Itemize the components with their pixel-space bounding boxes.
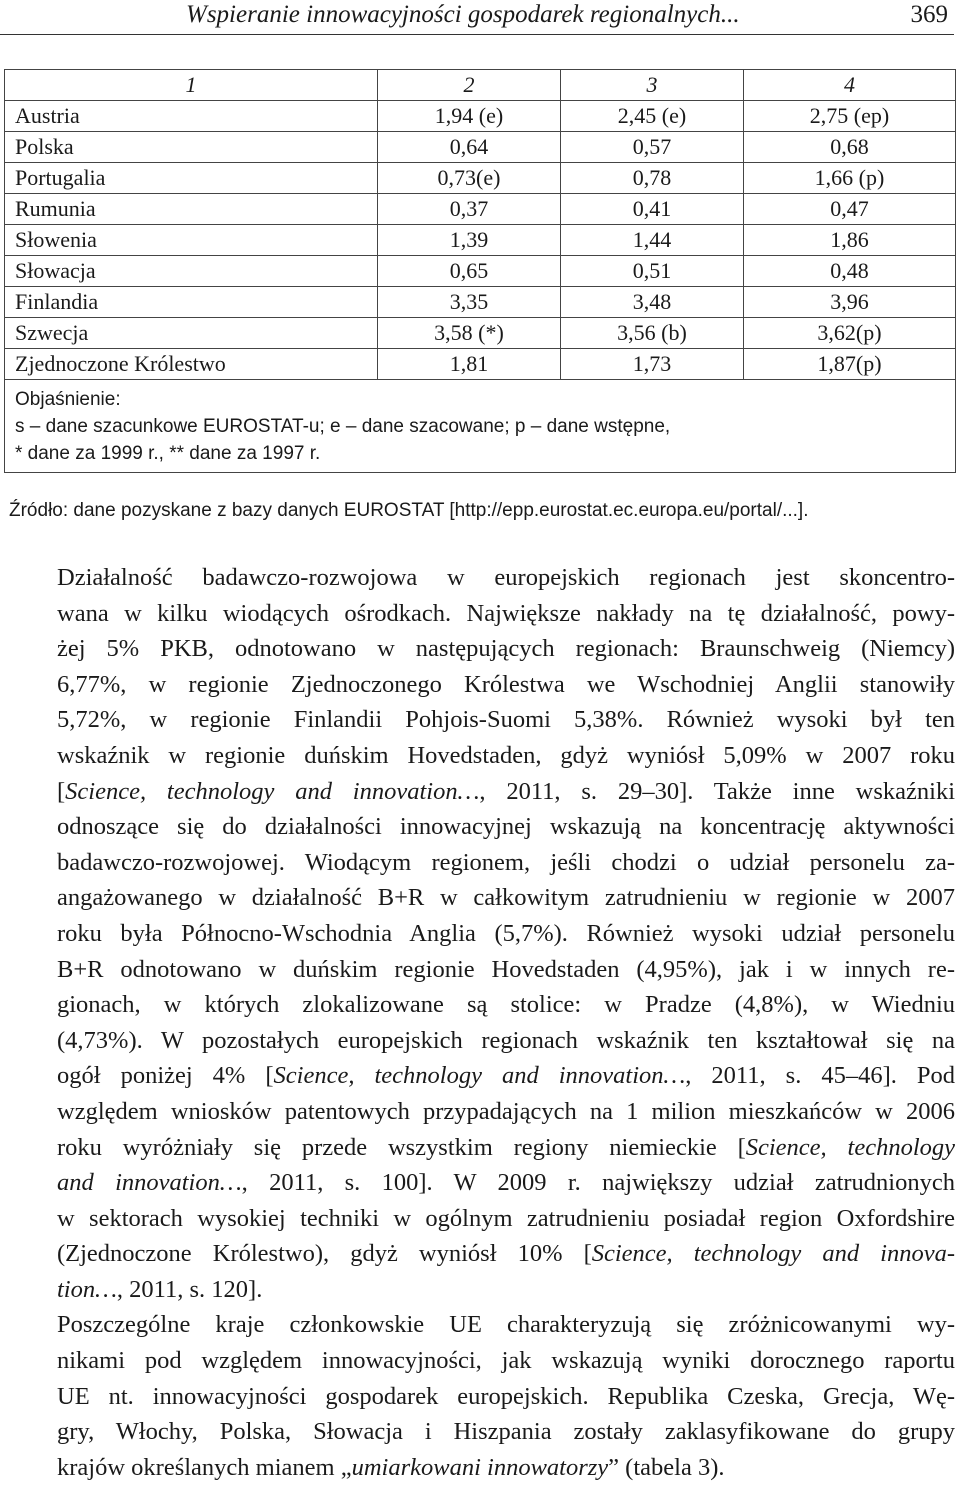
table-row: [5, 132, 956, 163]
value-cell: 3,35: [378, 287, 561, 318]
table-row: [5, 287, 956, 318]
text-line: 5,72%, w regionie Finlandii Pohjois-Suomi 5,38%. Również wysoki był ten: [57, 706, 955, 734]
text-line: gionach, w których zlokalizowane są stolice: w Pradze (4,8%), w Wiedniu: [57, 991, 955, 1019]
table-header-row: [5, 70, 956, 101]
table-row: [5, 349, 956, 380]
data-table: [4, 69, 956, 473]
country-cell: Rumunia: [5, 194, 378, 225]
text-line: w sektorach wysokiej techniki w ogólnym zatrudnieniu posiadał region Oxfordshire: [57, 1204, 955, 1232]
value-cell: 2,45 (e): [561, 101, 744, 132]
value-cell: 1,73: [561, 349, 744, 380]
note-line: Objaśnienie:: [15, 389, 121, 410]
table-row: [5, 163, 956, 194]
value-cell: 3,58 (*): [378, 318, 561, 349]
value-cell: 3,62(p): [744, 318, 956, 349]
table-row: [5, 225, 956, 256]
country-cell: Słowacja: [5, 256, 378, 287]
text-line: odnoszące się do działalności innowacyjnej wskazują na koncentrację aktywności: [57, 813, 955, 841]
value-cell: 1,44: [561, 225, 744, 256]
value-cell: 0,51: [561, 256, 744, 287]
table-notes-row: [5, 380, 956, 473]
value-cell: 1,94 (e): [378, 101, 561, 132]
text-line: (4,73%). W pozostałych europejskich regionach wskaźnik ten kształtował się na: [57, 1026, 955, 1054]
text-line: roku była Północno-Wschodnia Anglia (5,7%). Również wysoki udział personelu: [57, 919, 955, 947]
text-line: wana w kilku wiodących ośrodkach. Największe nakłady na tę działalność, powy-: [57, 599, 955, 627]
country-cell: Portugalia: [5, 163, 378, 194]
table-row: [5, 256, 956, 287]
page-number: 369: [910, 1, 948, 28]
text-line: badawczo-rozwojowej. Wiodącym regionem, jeśli chodzi o udział personelu za-: [57, 848, 955, 876]
column-number-cell: 2: [378, 70, 561, 101]
table-row: [5, 101, 956, 132]
citation-title: Science, technology: [745, 1133, 955, 1161]
value-cell: 1,87(p): [744, 349, 956, 380]
text-line: angażowanego w działalność B+R w całkowitym zatrudnieniu w regionie w 2007: [57, 884, 955, 912]
text-line: nikami pod względem innowacyjności, jak wskazują wyniki dorocznego raportu: [57, 1347, 955, 1375]
source-note: Źródło: dane pozyskane z bazy danych EUROSTAT [http://epp.eurostat.ec.europa.eu/portal/...].: [9, 500, 809, 521]
value-cell: 2,75 (ep): [744, 101, 956, 132]
body-text: [7, 560, 955, 1485]
table-notes: [5, 380, 956, 473]
note-line: s – dane szacunkowe EUROSTAT-u; e – dane szacowane; p – dane wstępne,: [15, 416, 671, 437]
value-cell: 0,47: [744, 194, 956, 225]
text-line: and innovation…, 2011, s. 100]. W 2009 r. największy udział zatrudnionych: [57, 1169, 955, 1197]
table-row: [5, 318, 956, 349]
text-line: B+R odnotowano w duńskim regionie Hovedstaden (4,95%), jak i w innych re-: [57, 955, 955, 983]
value-cell: 0,65: [378, 256, 561, 287]
note-line: * dane za 1999 r., ** dane za 1997 r.: [15, 443, 321, 464]
value-cell: 0,64: [378, 132, 561, 163]
value-cell: 0,68: [744, 132, 956, 163]
citation-title: Science, technology and innovation…: [65, 777, 480, 805]
country-cell: Finlandia: [5, 287, 378, 318]
citation-title: Science, technology and innova-: [591, 1240, 955, 1268]
text-line: krajów określanych mianem „umiarkowani innowatorzy” (tabela 3).: [57, 1453, 725, 1481]
text-line: tion…, 2011, s. 120].: [57, 1275, 263, 1303]
text-line: Działalność badawczo-rozwojowa w europejskich regionach jest skoncentro-: [57, 564, 955, 591]
text-line: względem wniosków patentowych przypadających na 1 milion mieszkańców w 2006: [57, 1097, 955, 1125]
value-cell: 1,81: [378, 349, 561, 380]
value-cell: 3,48: [561, 287, 744, 318]
text-line: gry, Włochy, Polska, Słowacja i Hiszpania zostały zaklasyfikowane do grupy: [57, 1418, 955, 1446]
citation-title: umiarkowani innowatorzy: [351, 1453, 609, 1481]
value-cell: 3,96: [744, 287, 956, 318]
text-line: żej 5% PKB, odnotowano w następujących regionach: Braunschweig (Niemcy): [57, 635, 955, 663]
citation-title: tion…: [57, 1275, 117, 1303]
text-line: roku wyróżniały się przede wszystkim regiony niemieckie [Science, technology: [57, 1133, 955, 1161]
value-cell: 1,86: [744, 225, 956, 256]
value-cell: 3,56 (b): [561, 318, 744, 349]
country-cell: Słowenia: [5, 225, 378, 256]
column-number-cell: 1: [5, 70, 378, 101]
value-cell: 0,57: [561, 132, 744, 163]
paragraph: [7, 1307, 955, 1485]
running-title: Wspieranie innowacyjności gospodarek regionalnych...: [186, 1, 740, 28]
column-number-cell: 4: [744, 70, 956, 101]
country-cell: Szwecja: [5, 318, 378, 349]
table-row: [5, 194, 956, 225]
text-line: (Zjednoczone Królestwo), gdyż wyniósł 10% [Science, technology and innova-: [57, 1240, 955, 1268]
text-line: 6,77%, w regionie Zjednoczonego Królestwa we Wschodniej Anglii stanowiły: [57, 670, 955, 698]
value-cell: 1,39: [378, 225, 561, 256]
citation-title: Science, technology and innovation…: [273, 1062, 686, 1090]
value-cell: 0,37: [378, 194, 561, 225]
text-line: wskaźnik w regionie duńskim Hovedstaden, gdyż wyniósł 5,09% w 2007 roku: [57, 741, 955, 769]
value-cell: 0,73(e): [378, 163, 561, 194]
country-cell: Polska: [5, 132, 378, 163]
value-cell: 0,41: [561, 194, 744, 225]
paragraph: [7, 560, 955, 1307]
column-number-cell: 3: [561, 70, 744, 101]
citation-title: and innovation…: [57, 1169, 242, 1197]
text-line: Poszczególne kraje członkowskie UE charakteryzują się zróżnicowanymi wy-: [57, 1311, 955, 1339]
value-cell: 1,66 (p): [744, 163, 956, 194]
country-cell: Austria: [5, 101, 378, 132]
page-header: [0, 0, 954, 35]
value-cell: 0,48: [744, 256, 956, 287]
text-line: [Science, technology and innovation…, 2011, s. 29–30]. Także inne wskaźniki: [57, 777, 956, 805]
country-cell: Zjednoczone Królestwo: [5, 349, 378, 380]
text-line: UE nt. innowacyjności gospodarek europejskich. Republika Czeska, Grecja, Wę-: [57, 1382, 955, 1410]
text-line: ogół poniżej 4% [Science, technology and innovation…, 2011, s. 45–46]. Pod: [57, 1062, 955, 1090]
value-cell: 0,78: [561, 163, 744, 194]
